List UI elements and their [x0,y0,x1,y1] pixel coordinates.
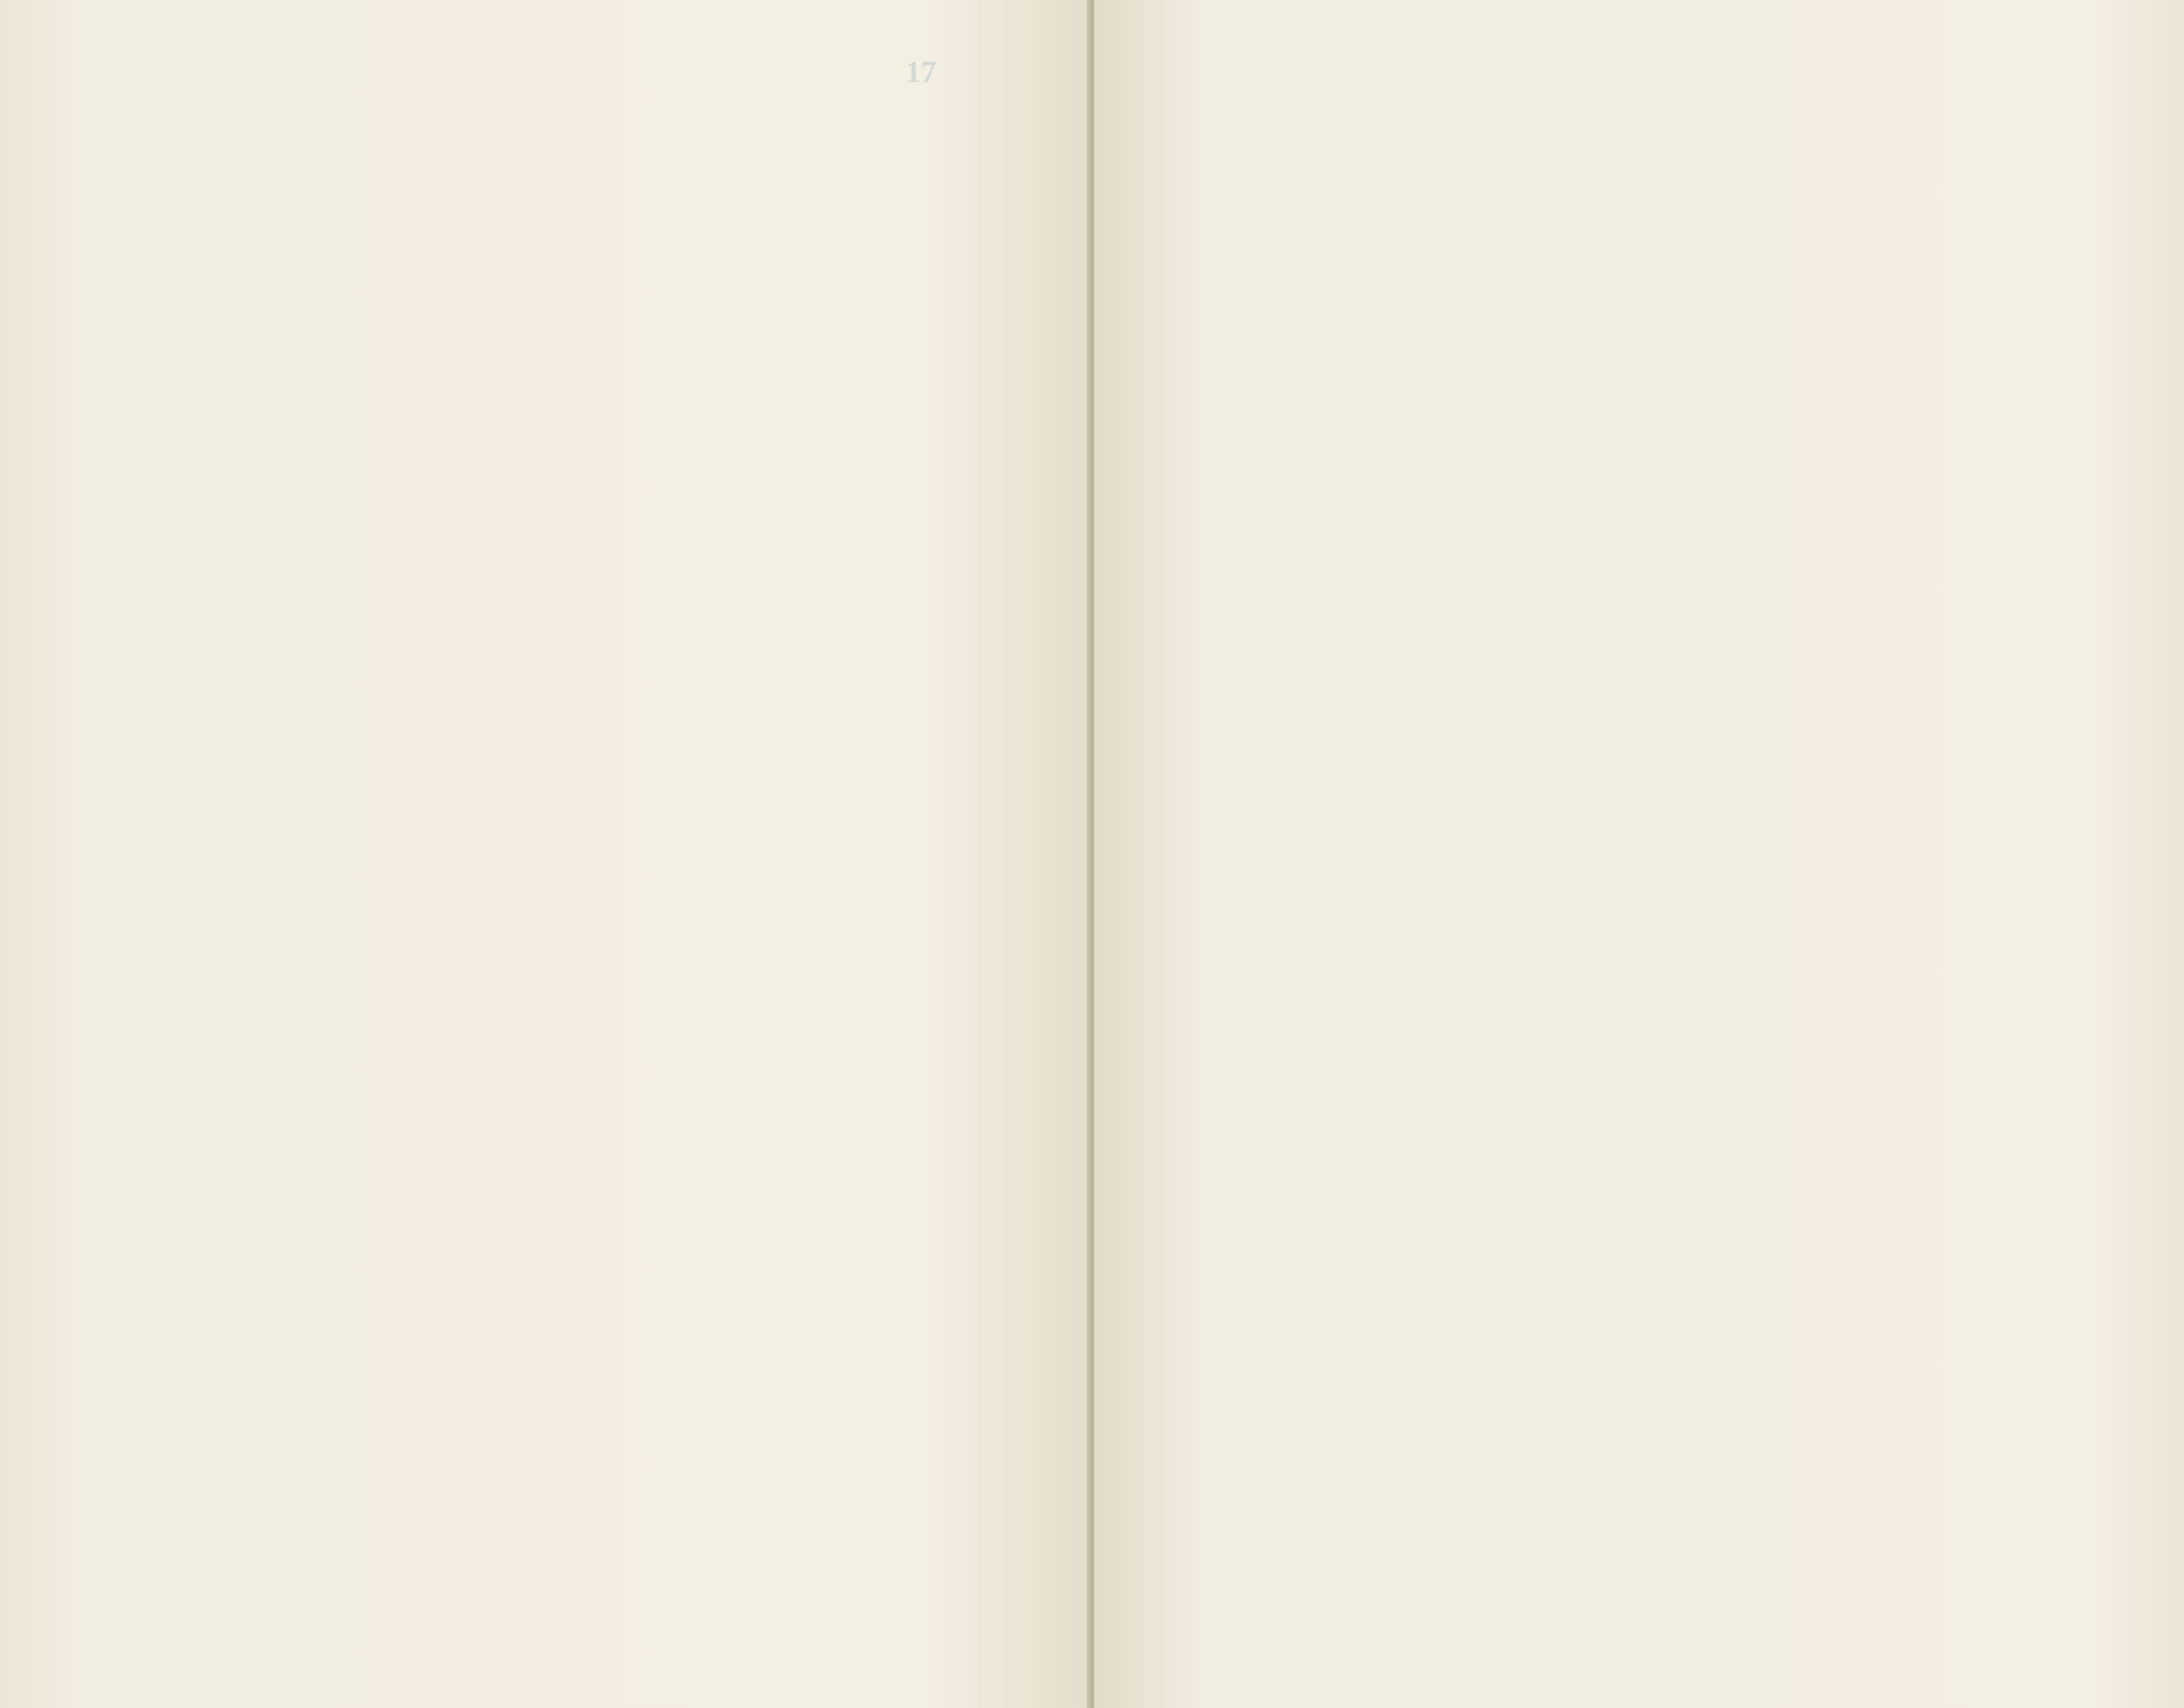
treble-staff-3 [91,767,1031,832]
bass-staff-4 [91,1251,1031,1315]
treble-staff-chorus-3 [1168,1412,2120,1476]
treble-staff-2 [91,460,1031,525]
treble-staff-4 [91,1074,1031,1139]
treble-staff-a [1168,190,2120,255]
bass-staff-chorus-3 [1168,1582,2120,1633]
treble-staff-5 [91,1366,1031,1430]
bass-staff-2 [91,646,1031,711]
bleed-through-text: 17 [906,54,936,89]
bass-staff-1 [91,345,1031,410]
bass-staff-3 [91,955,1031,1019]
right-page [1094,0,2184,1708]
bass-staff-chorus-2 [1168,1317,2120,1367]
treble-staff-chorus-2 [1168,1149,2120,1214]
bass-staff-chorus-1 [1168,1059,2120,1110]
bass-staff-a [1168,430,2120,480]
treble-staff-b [1168,537,2120,602]
bass-staff-b [1168,783,2120,833]
treble-staff-1 [91,153,1031,218]
treble-staff-chorus-1 [1168,890,2120,955]
bass-staff-5 [91,1555,1031,1619]
left-page [0,0,1090,1708]
